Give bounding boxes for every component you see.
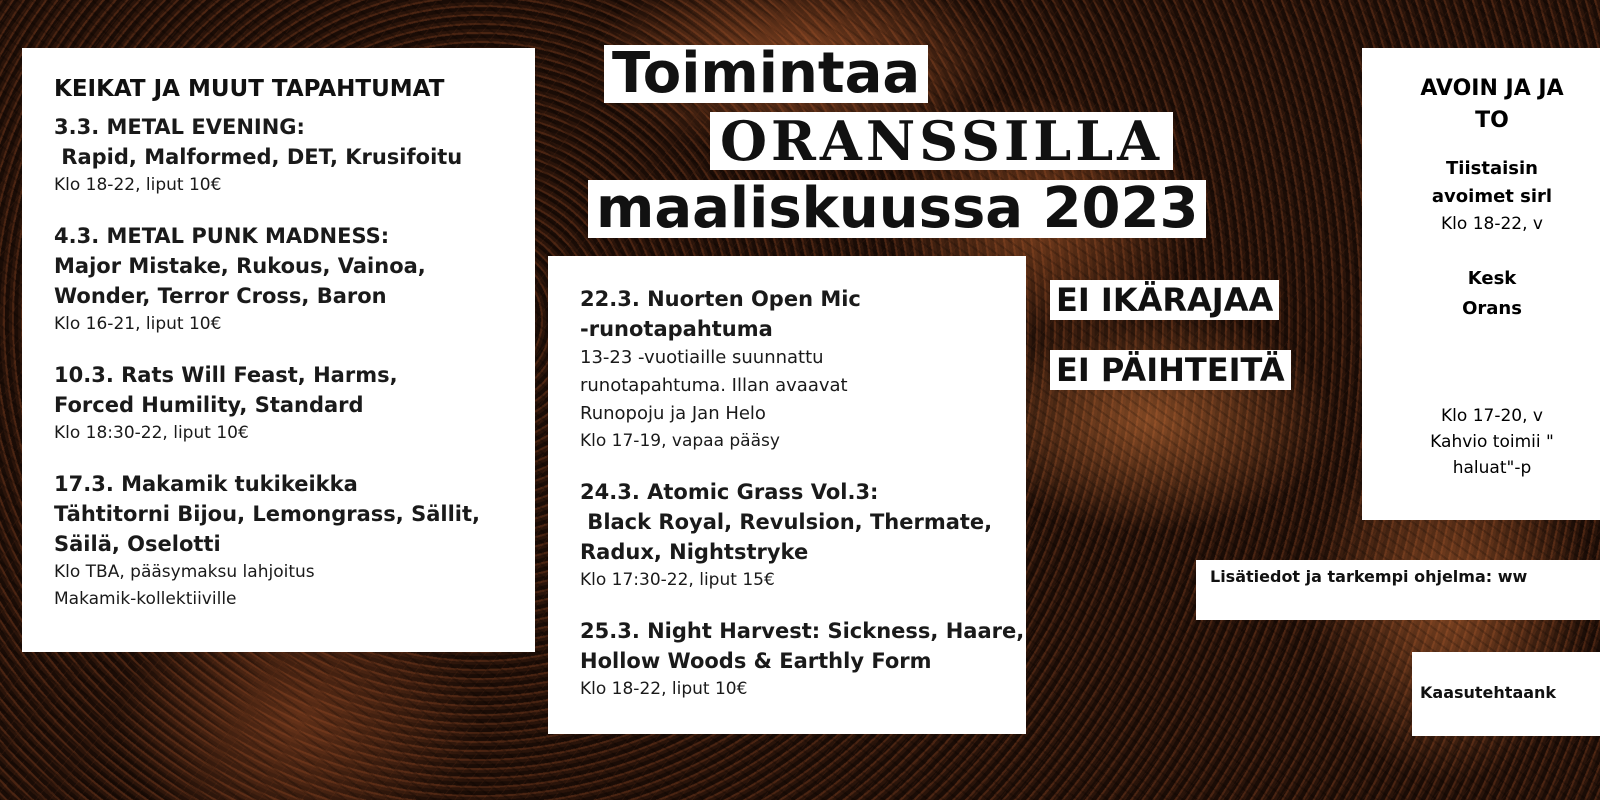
event-item: [54, 112, 535, 199]
right-text: Klo 18-22, v: [1441, 214, 1543, 234]
event-detail: runotapahtuma. Illan avaavat: [580, 375, 848, 396]
right-panel-header: AVOIN JA JA: [1420, 76, 1564, 101]
event-detail: 13-23 -vuotiaille suunnattu: [580, 347, 824, 368]
event-item: [580, 616, 1026, 703]
event-title: 3.3. METAL EVENING:: [54, 115, 305, 139]
event-title: 22.3. Nuorten Open Mic: [580, 287, 861, 311]
tag-no-intoxicants: EI PÄIHTEITÄ: [1050, 350, 1291, 390]
event-detail: Klo 18-22, liput 10€: [54, 175, 222, 195]
title-line-3: maaliskuussa 2023: [588, 180, 1206, 238]
event-lineup: Rapid, Malformed, DET, Krusifoitu: [54, 145, 463, 169]
event-title: -runotapahtuma: [580, 317, 773, 341]
event-title: 17.3. Makamik tukikeikka: [54, 472, 358, 496]
event-title: 10.3. Rats Will Feast, Harms,: [54, 363, 398, 387]
event-lineup: Radux, Nightstryke: [580, 540, 809, 564]
event-item: [54, 221, 535, 338]
address-text: Kaasutehtaank: [1420, 683, 1557, 702]
event-detail: Klo 17-19, vapaa pääsy: [580, 431, 780, 451]
middle-events-panel: [548, 256, 1026, 734]
event-detail: Klo 18-22, liput 10€: [580, 679, 748, 699]
right-text: avoimet sirl: [1431, 186, 1553, 207]
right-text: Kesk: [1467, 268, 1517, 289]
event-detail: Klo TBA, pääsymaksu lahjoitus: [54, 562, 315, 582]
event-title: 4.3. METAL PUNK MADNESS:: [54, 224, 390, 248]
right-info-panel: [1362, 48, 1600, 520]
event-item: [54, 360, 535, 447]
event-title: 24.3. Atomic Grass Vol.3:: [580, 480, 879, 504]
event-detail: Klo 16-21, liput 10€: [54, 314, 222, 334]
left-events-panel: [22, 48, 535, 652]
event-lineup: Säilä, Oselotti: [54, 532, 221, 556]
tag-no-age-limit: EI IKÄRAJAA: [1050, 280, 1279, 320]
event-item: [54, 469, 535, 613]
title-line-1: Toimintaa: [604, 45, 928, 103]
event-detail: Makamik-kollektiiville: [54, 589, 237, 609]
address-box: [1412, 652, 1600, 736]
event-item: [580, 477, 1026, 594]
event-detail: Klo 17:30-22, liput 15€: [580, 570, 775, 590]
more-info-text: Lisätiedot ja tarkempi ohjelma: ww: [1210, 567, 1528, 586]
event-title: 25.3. Night Harvest: Sickness, Haare,: [580, 619, 1025, 643]
right-text: Orans: [1462, 298, 1522, 319]
event-detail: Klo 18:30-22, liput 10€: [54, 423, 249, 443]
right-text: Klo 17-20, v: [1441, 406, 1543, 426]
event-lineup: Wonder, Terror Cross, Baron: [54, 284, 387, 308]
right-text: Tiistaisin: [1446, 158, 1538, 179]
left-panel-header: KEIKAT JA MUUT TAPAHTUMAT: [54, 76, 445, 102]
event-lineup: Major Mistake, Rukous, Vainoa,: [54, 254, 426, 278]
event-detail: Runopoju ja Jan Helo: [580, 403, 766, 424]
event-lineup: Hollow Woods & Earthly Form: [580, 649, 932, 673]
event-lineup: Tähtitorni Bijou, Lemongrass, Sällit,: [54, 502, 480, 526]
more-info-box: [1196, 560, 1600, 620]
right-text: haluat"-p: [1452, 458, 1532, 478]
right-text: Kahvio toimii ": [1430, 432, 1554, 452]
title-line-2: ORANSSILLA: [710, 112, 1173, 170]
event-lineup: Forced Humility, Standard: [54, 393, 364, 417]
right-panel-header: TO: [1475, 108, 1509, 133]
event-item: [580, 284, 1026, 455]
event-lineup: Black Royal, Revulsion, Thermate,: [580, 510, 993, 534]
